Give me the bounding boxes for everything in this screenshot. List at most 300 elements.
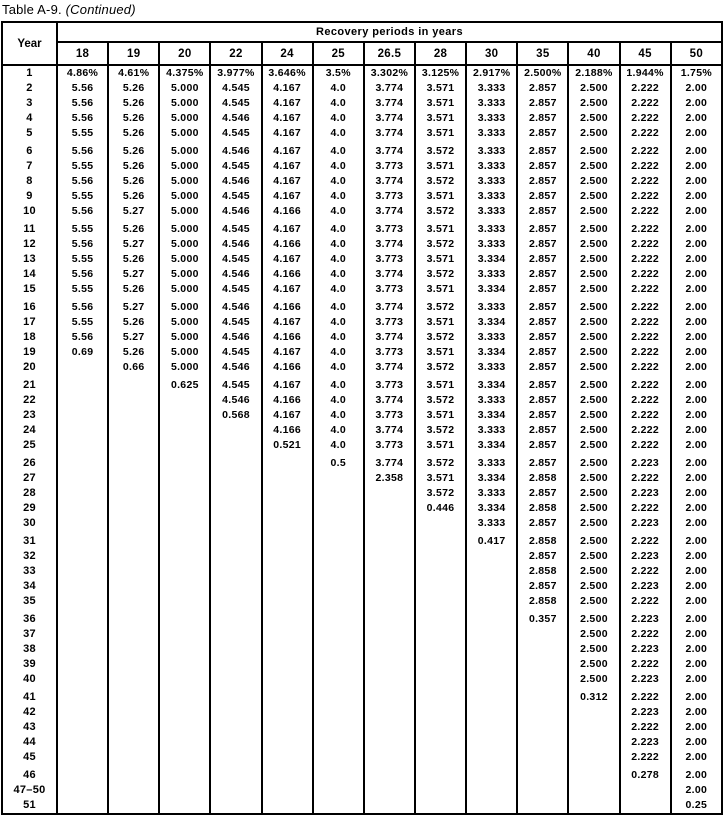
rate-cell-40yr: 2.500 xyxy=(568,438,619,453)
rate-cell-20yr: 5.000 xyxy=(159,252,210,267)
rate-cell-18yr: 5.56 xyxy=(57,96,108,111)
rate-cell-25yr xyxy=(313,798,364,814)
rate-cell-50yr: 2.00 xyxy=(671,627,722,642)
year-cell: 2 xyxy=(2,81,57,96)
rate-cell-22yr: 4.546 xyxy=(210,204,261,219)
rate-cell-26.5yr: 3.774 xyxy=(364,81,415,96)
year-cell: 40 xyxy=(2,672,57,687)
rate-cell-30yr xyxy=(466,642,517,657)
rate-cell-18yr: 5.56 xyxy=(57,81,108,96)
year-cell: 46 xyxy=(2,768,57,783)
rate-cell-24yr xyxy=(262,642,313,657)
year-cell: 26 xyxy=(2,456,57,471)
rate-cell-22yr xyxy=(210,471,261,486)
rate-cell-45yr: 2.222 xyxy=(620,345,671,360)
rate-cell-30yr: 3.333 xyxy=(466,300,517,315)
rate-cell-18yr xyxy=(57,564,108,579)
table-row-year-32 xyxy=(2,549,722,564)
rate-cell-20yr: 5.000 xyxy=(159,144,210,159)
rate-cell-35yr: 2.857 xyxy=(517,126,568,141)
rate-cell-19yr xyxy=(108,579,159,594)
rate-cell-25yr: 4.0 xyxy=(313,204,364,219)
rate-cell-35yr: 2.857 xyxy=(517,174,568,189)
rate-cell-50yr: 2.00 xyxy=(671,516,722,531)
rate-cell-28yr: 3.571 xyxy=(415,96,466,111)
rate-cell-26.5yr: 3.774 xyxy=(364,300,415,315)
rate-cell-26.5yr: 3.774 xyxy=(364,204,415,219)
rate-cell-22yr xyxy=(210,690,261,705)
rate-cell-24yr: 4.166 xyxy=(262,360,313,375)
rate-cell-35yr: 2.858 xyxy=(517,471,568,486)
rate-cell-19yr xyxy=(108,690,159,705)
rate-cell-50yr: 2.00 xyxy=(671,690,722,705)
rate-cell-30yr: 3.333 xyxy=(466,159,517,174)
rate-cell-35yr: 2.857 xyxy=(517,81,568,96)
rate-cell-25yr: 4.0 xyxy=(313,345,364,360)
rate-cell-18yr: 5.56 xyxy=(57,204,108,219)
rate-cell-25yr xyxy=(313,549,364,564)
rate-cell-22yr xyxy=(210,735,261,750)
rate-cell-19yr: 5.26 xyxy=(108,174,159,189)
rate-cell-20yr: 5.000 xyxy=(159,159,210,174)
rate-cell-20yr: 5.000 xyxy=(159,345,210,360)
rate-cell-40yr: 2.500 xyxy=(568,267,619,282)
rate-cell-25yr xyxy=(313,783,364,798)
rate-cell-24yr: 4.166 xyxy=(262,393,313,408)
rate-cell-20yr: 5.000 xyxy=(159,81,210,96)
rate-cell-22yr: 4.545 xyxy=(210,315,261,330)
rate-cell-22yr: 4.546 xyxy=(210,330,261,345)
rate-cell-24yr: 4.167 xyxy=(262,378,313,393)
rate-cell-35yr xyxy=(517,672,568,687)
rate-cell-50yr: 2.00 xyxy=(671,579,722,594)
rate-cell-19yr: 5.27 xyxy=(108,237,159,252)
year-cell: 47–50 xyxy=(2,783,57,798)
rate-cell-22yr xyxy=(210,423,261,438)
rate-cell-35yr: 2.500% xyxy=(517,65,568,81)
table-row-year-38 xyxy=(2,642,722,657)
year-cell: 9 xyxy=(2,189,57,204)
year-cell: 17 xyxy=(2,315,57,330)
rate-cell-24yr xyxy=(262,549,313,564)
rate-cell-24yr: 4.167 xyxy=(262,189,313,204)
table-row-year-12 xyxy=(2,237,722,252)
rate-cell-22yr: 4.545 xyxy=(210,282,261,297)
rate-cell-45yr: 2.223 xyxy=(620,486,671,501)
column-header-26.5: 26.5 xyxy=(364,42,415,65)
table-row-year-46 xyxy=(2,768,722,783)
rate-cell-18yr xyxy=(57,393,108,408)
rate-cell-50yr: 2.00 xyxy=(671,189,722,204)
rate-cell-24yr xyxy=(262,783,313,798)
rate-cell-20yr xyxy=(159,564,210,579)
rate-cell-18yr: 5.56 xyxy=(57,267,108,282)
rate-cell-40yr: 0.312 xyxy=(568,690,619,705)
rate-cell-20yr xyxy=(159,690,210,705)
year-cell: 6 xyxy=(2,144,57,159)
rate-cell-20yr xyxy=(159,579,210,594)
rate-cell-20yr xyxy=(159,750,210,765)
table-title xyxy=(2,2,136,17)
rate-cell-50yr: 2.00 xyxy=(671,345,722,360)
rate-cell-22yr: 0.568 xyxy=(210,408,261,423)
rate-cell-40yr: 2.500 xyxy=(568,456,619,471)
rate-cell-50yr: 2.00 xyxy=(671,423,722,438)
rate-cell-26.5yr xyxy=(364,798,415,814)
rate-cell-24yr: 0.521 xyxy=(262,438,313,453)
rate-cell-19yr xyxy=(108,735,159,750)
rate-cell-35yr: 2.857 xyxy=(517,252,568,267)
rate-cell-22yr: 4.545 xyxy=(210,345,261,360)
rate-cell-40yr: 2.500 xyxy=(568,330,619,345)
rate-cell-19yr: 5.26 xyxy=(108,189,159,204)
rate-cell-28yr: 3.571 xyxy=(415,438,466,453)
rate-cell-24yr xyxy=(262,501,313,516)
rate-cell-50yr: 2.00 xyxy=(671,471,722,486)
table-row-year-3 xyxy=(2,96,722,111)
rate-cell-28yr xyxy=(415,783,466,798)
table-row-year-44 xyxy=(2,735,722,750)
rate-cell-22yr: 4.546 xyxy=(210,360,261,375)
rate-cell-18yr xyxy=(57,768,108,783)
rate-cell-40yr: 2.500 xyxy=(568,204,619,219)
table-row-year-40 xyxy=(2,672,722,687)
rate-cell-30yr xyxy=(466,657,517,672)
rate-cell-22yr xyxy=(210,768,261,783)
rate-cell-50yr: 2.00 xyxy=(671,564,722,579)
rate-cell-19yr: 5.27 xyxy=(108,204,159,219)
rate-cell-45yr: 2.222 xyxy=(620,81,671,96)
rate-cell-50yr: 2.00 xyxy=(671,126,722,141)
rate-cell-22yr xyxy=(210,501,261,516)
rate-cell-45yr: 1.944% xyxy=(620,65,671,81)
rate-cell-45yr: 2.222 xyxy=(620,750,671,765)
rate-cell-20yr xyxy=(159,627,210,642)
rate-cell-26.5yr: 3.774 xyxy=(364,126,415,141)
rate-cell-45yr: 2.222 xyxy=(620,501,671,516)
rate-cell-35yr: 2.857 xyxy=(517,330,568,345)
rate-cell-25yr xyxy=(313,579,364,594)
rate-cell-26.5yr: 3.773 xyxy=(364,315,415,330)
rate-cell-24yr: 4.166 xyxy=(262,237,313,252)
rate-cell-26.5yr xyxy=(364,705,415,720)
rate-cell-20yr xyxy=(159,612,210,627)
rate-cell-50yr: 2.00 xyxy=(671,111,722,126)
table-row-year-15 xyxy=(2,282,722,297)
table-row-year-51 xyxy=(2,798,722,814)
rate-cell-18yr xyxy=(57,798,108,814)
rate-cell-22yr: 4.545 xyxy=(210,222,261,237)
rate-cell-24yr xyxy=(262,750,313,765)
table-row-year-31 xyxy=(2,534,722,549)
rate-cell-25yr: 4.0 xyxy=(313,378,364,393)
rate-cell-25yr: 4.0 xyxy=(313,126,364,141)
rate-cell-35yr xyxy=(517,750,568,765)
rate-cell-35yr: 2.857 xyxy=(517,237,568,252)
table-row-year-21 xyxy=(2,378,722,393)
year-cell: 13 xyxy=(2,252,57,267)
column-header-24: 24 xyxy=(262,42,313,65)
rate-cell-25yr xyxy=(313,642,364,657)
rate-cell-24yr xyxy=(262,768,313,783)
rate-cell-19yr xyxy=(108,798,159,814)
table-row-year-24 xyxy=(2,423,722,438)
rate-cell-40yr: 2.188% xyxy=(568,65,619,81)
rate-cell-20yr xyxy=(159,783,210,798)
rate-cell-18yr: 5.55 xyxy=(57,189,108,204)
rate-cell-45yr: 2.222 xyxy=(620,222,671,237)
rate-cell-40yr: 2.500 xyxy=(568,345,619,360)
rate-cell-26.5yr xyxy=(364,534,415,549)
table-row-year-13 xyxy=(2,252,722,267)
rate-cell-30yr: 3.333 xyxy=(466,222,517,237)
rate-cell-22yr: 4.545 xyxy=(210,159,261,174)
rate-cell-20yr: 0.625 xyxy=(159,378,210,393)
rate-cell-20yr: 5.000 xyxy=(159,96,210,111)
rate-cell-22yr xyxy=(210,438,261,453)
rate-cell-18yr xyxy=(57,579,108,594)
rate-cell-28yr xyxy=(415,768,466,783)
rate-cell-28yr xyxy=(415,750,466,765)
rate-cell-25yr: 4.0 xyxy=(313,300,364,315)
depreciation-table xyxy=(1,21,723,815)
rate-cell-18yr xyxy=(57,501,108,516)
rate-cell-24yr: 4.167 xyxy=(262,96,313,111)
rate-cell-35yr: 2.857 xyxy=(517,579,568,594)
rate-cell-18yr xyxy=(57,486,108,501)
rate-cell-20yr xyxy=(159,408,210,423)
rate-cell-30yr: 3.333 xyxy=(466,81,517,96)
column-header-18: 18 xyxy=(57,42,108,65)
rate-cell-24yr xyxy=(262,705,313,720)
year-cell: 5 xyxy=(2,126,57,141)
rate-cell-30yr: 3.334 xyxy=(466,501,517,516)
rate-cell-28yr: 3.572 xyxy=(415,486,466,501)
rate-cell-50yr: 2.00 xyxy=(671,252,722,267)
rate-cell-24yr: 4.166 xyxy=(262,330,313,345)
rate-cell-35yr: 2.857 xyxy=(517,549,568,564)
rate-cell-26.5yr xyxy=(364,690,415,705)
rate-cell-35yr: 2.857 xyxy=(517,456,568,471)
rate-cell-26.5yr xyxy=(364,750,415,765)
table-row-year-33 xyxy=(2,564,722,579)
rate-cell-35yr xyxy=(517,720,568,735)
rate-cell-20yr xyxy=(159,456,210,471)
rate-cell-26.5yr: 3.773 xyxy=(364,438,415,453)
rate-cell-45yr: 2.222 xyxy=(620,690,671,705)
rate-cell-20yr: 5.000 xyxy=(159,126,210,141)
year-cell: 41 xyxy=(2,690,57,705)
rate-cell-25yr: 4.0 xyxy=(313,174,364,189)
rate-cell-45yr: 2.222 xyxy=(620,393,671,408)
rate-cell-24yr xyxy=(262,735,313,750)
rate-cell-20yr xyxy=(159,501,210,516)
rate-cell-35yr xyxy=(517,798,568,814)
rate-cell-28yr: 3.572 xyxy=(415,330,466,345)
rate-cell-50yr: 2.00 xyxy=(671,768,722,783)
rate-cell-22yr: 4.545 xyxy=(210,126,261,141)
year-cell: 27 xyxy=(2,471,57,486)
rate-cell-20yr: 5.000 xyxy=(159,267,210,282)
rate-cell-28yr: 3.571 xyxy=(415,252,466,267)
rate-cell-28yr xyxy=(415,705,466,720)
rate-cell-26.5yr xyxy=(364,627,415,642)
rate-cell-25yr: 4.0 xyxy=(313,81,364,96)
rate-cell-22yr: 4.545 xyxy=(210,81,261,96)
rate-cell-35yr xyxy=(517,690,568,705)
rate-cell-20yr: 5.000 xyxy=(159,222,210,237)
rate-cell-18yr xyxy=(57,534,108,549)
rate-cell-22yr xyxy=(210,720,261,735)
rate-cell-26.5yr xyxy=(364,783,415,798)
rate-cell-25yr xyxy=(313,516,364,531)
year-cell: 38 xyxy=(2,642,57,657)
rate-cell-22yr xyxy=(210,750,261,765)
rate-cell-45yr: 2.222 xyxy=(620,564,671,579)
rate-cell-28yr: 3.572 xyxy=(415,393,466,408)
year-cell: 39 xyxy=(2,657,57,672)
rate-cell-30yr: 3.334 xyxy=(466,408,517,423)
table-row-year-29 xyxy=(2,501,722,516)
rate-cell-30yr: 3.333 xyxy=(466,267,517,282)
year-cell: 16 xyxy=(2,300,57,315)
rate-cell-19yr: 5.26 xyxy=(108,126,159,141)
year-cell: 7 xyxy=(2,159,57,174)
rate-cell-35yr: 2.857 xyxy=(517,300,568,315)
rate-cell-26.5yr: 3.774 xyxy=(364,360,415,375)
rate-cell-45yr: 2.222 xyxy=(620,267,671,282)
rate-cell-19yr: 5.26 xyxy=(108,144,159,159)
year-cell: 33 xyxy=(2,564,57,579)
rate-cell-18yr xyxy=(57,612,108,627)
rate-cell-28yr: 3.572 xyxy=(415,360,466,375)
rate-cell-50yr: 2.00 xyxy=(671,705,722,720)
rate-cell-18yr: 5.55 xyxy=(57,315,108,330)
table-row-year-27 xyxy=(2,471,722,486)
rate-cell-26.5yr xyxy=(364,612,415,627)
year-cell: 24 xyxy=(2,423,57,438)
rate-cell-19yr: 5.27 xyxy=(108,330,159,345)
rate-cell-45yr: 2.223 xyxy=(620,672,671,687)
rate-cell-45yr: 2.222 xyxy=(620,126,671,141)
rate-cell-30yr: 3.333 xyxy=(466,393,517,408)
rate-cell-30yr xyxy=(466,705,517,720)
rate-cell-22yr: 4.546 xyxy=(210,300,261,315)
rate-cell-24yr: 4.167 xyxy=(262,111,313,126)
rate-cell-40yr: 2.500 xyxy=(568,627,619,642)
rate-cell-25yr xyxy=(313,768,364,783)
rate-cell-19yr xyxy=(108,378,159,393)
rate-cell-26.5yr: 3.774 xyxy=(364,267,415,282)
rate-cell-22yr: 3.977% xyxy=(210,65,261,81)
rate-cell-25yr: 4.0 xyxy=(313,237,364,252)
rate-cell-30yr: 3.333 xyxy=(466,204,517,219)
rate-cell-45yr: 2.223 xyxy=(620,705,671,720)
column-header-40: 40 xyxy=(568,42,619,65)
rate-cell-25yr: 4.0 xyxy=(313,423,364,438)
rate-cell-25yr: 4.0 xyxy=(313,408,364,423)
rate-cell-25yr xyxy=(313,705,364,720)
rate-cell-19yr: 4.61% xyxy=(108,65,159,81)
rate-cell-24yr: 4.166 xyxy=(262,267,313,282)
rate-cell-18yr xyxy=(57,423,108,438)
rate-cell-40yr: 2.500 xyxy=(568,534,619,549)
rate-cell-35yr: 2.857 xyxy=(517,438,568,453)
rate-cell-25yr xyxy=(313,720,364,735)
rate-cell-18yr xyxy=(57,408,108,423)
rate-cell-18yr: 5.56 xyxy=(57,300,108,315)
rate-cell-28yr: 3.571 xyxy=(415,282,466,297)
rate-cell-35yr: 2.857 xyxy=(517,345,568,360)
year-cell: 30 xyxy=(2,516,57,531)
rate-cell-18yr: 5.56 xyxy=(57,174,108,189)
rate-cell-22yr xyxy=(210,657,261,672)
rate-cell-18yr: 4.86% xyxy=(57,65,108,81)
rate-cell-22yr xyxy=(210,516,261,531)
rate-cell-35yr: 2.857 xyxy=(517,378,568,393)
rate-cell-28yr: 3.125% xyxy=(415,65,466,81)
rate-cell-40yr: 2.500 xyxy=(568,516,619,531)
rate-cell-18yr: 5.55 xyxy=(57,159,108,174)
table-row-year-22 xyxy=(2,393,722,408)
rate-cell-50yr: 2.00 xyxy=(671,534,722,549)
rate-cell-24yr: 4.167 xyxy=(262,408,313,423)
rate-cell-30yr: 3.333 xyxy=(466,96,517,111)
rate-cell-28yr: 3.571 xyxy=(415,345,466,360)
rate-cell-35yr xyxy=(517,627,568,642)
rate-cell-35yr: 2.857 xyxy=(517,486,568,501)
rate-cell-20yr xyxy=(159,438,210,453)
rate-cell-35yr xyxy=(517,657,568,672)
rate-cell-26.5yr xyxy=(364,735,415,750)
year-cell: 37 xyxy=(2,627,57,642)
rate-cell-18yr xyxy=(57,438,108,453)
rate-cell-22yr xyxy=(210,549,261,564)
rate-cell-25yr: 4.0 xyxy=(313,315,364,330)
rate-cell-28yr: 3.571 xyxy=(415,189,466,204)
rate-cell-50yr: 2.00 xyxy=(671,378,722,393)
rate-cell-25yr: 4.0 xyxy=(313,282,364,297)
rate-cell-26.5yr: 3.774 xyxy=(364,111,415,126)
rate-cell-26.5yr xyxy=(364,657,415,672)
year-cell: 19 xyxy=(2,345,57,360)
year-cell: 43 xyxy=(2,720,57,735)
rate-cell-24yr xyxy=(262,612,313,627)
rate-cell-22yr xyxy=(210,579,261,594)
rate-cell-28yr: 3.571 xyxy=(415,315,466,330)
table-row-year-16 xyxy=(2,300,722,315)
rate-cell-45yr: 2.223 xyxy=(620,612,671,627)
rate-cell-50yr: 2.00 xyxy=(671,174,722,189)
table-row-year-4 xyxy=(2,111,722,126)
rate-cell-30yr: 3.333 xyxy=(466,486,517,501)
rate-cell-30yr: 3.333 xyxy=(466,189,517,204)
rate-cell-40yr: 2.500 xyxy=(568,126,619,141)
rate-cell-18yr xyxy=(57,456,108,471)
rate-cell-40yr: 2.500 xyxy=(568,501,619,516)
rate-cell-25yr xyxy=(313,750,364,765)
rate-cell-24yr xyxy=(262,534,313,549)
rate-cell-30yr xyxy=(466,750,517,765)
rate-cell-35yr: 2.858 xyxy=(517,564,568,579)
rate-cell-30yr: 3.333 xyxy=(466,111,517,126)
rate-cell-40yr: 2.500 xyxy=(568,672,619,687)
rate-cell-50yr: 2.00 xyxy=(671,594,722,609)
rate-cell-50yr: 2.00 xyxy=(671,267,722,282)
rate-cell-18yr: 5.56 xyxy=(57,330,108,345)
rate-cell-24yr: 4.166 xyxy=(262,204,313,219)
rate-cell-30yr xyxy=(466,735,517,750)
